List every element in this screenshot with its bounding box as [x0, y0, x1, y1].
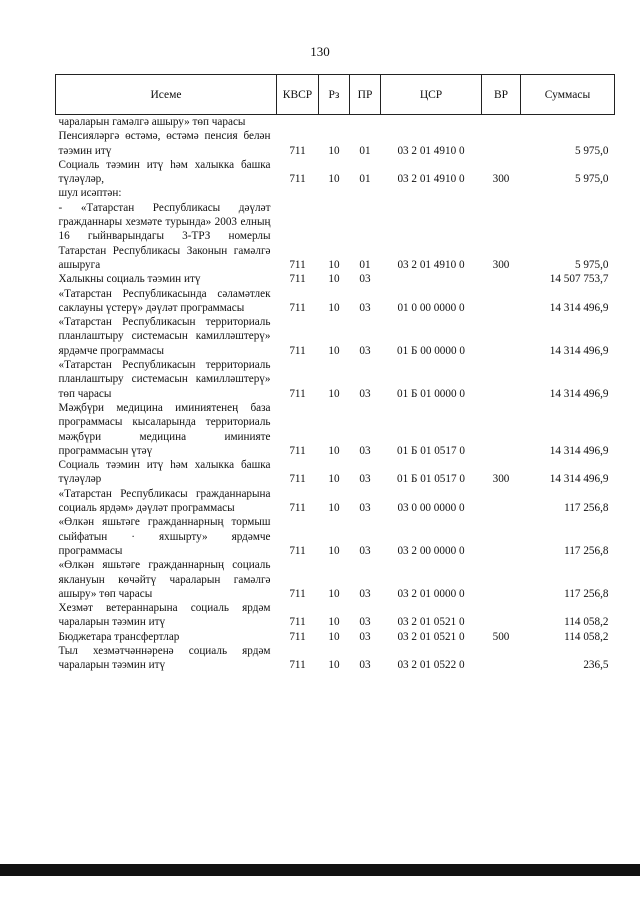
table-row — [56, 272, 615, 286]
cell-vr — [482, 272, 521, 286]
table-row — [56, 515, 615, 558]
cell-vr — [482, 129, 521, 158]
cell-rz — [319, 115, 350, 130]
table-row — [56, 558, 615, 601]
cell-csr: 03 2 01 4910 0 — [397, 258, 465, 271]
cell-name: Тыл хезмәтчәннәренә социаль ярдәм чараларын тәэмин итү — [58, 644, 271, 672]
cell-kvsr: 711 — [289, 344, 306, 357]
cell-name: «Татарстан Республикасын территориаль планлаштыру системасын камилләштерү» төп чарасы — [58, 359, 271, 400]
cell-csr: 03 2 01 0522 0 — [397, 659, 465, 672]
cell-kvsr — [277, 186, 319, 200]
cell-csr: 03 2 00 0000 0 — [397, 544, 465, 557]
cell-name: «Өлкән яшьтәге гражданнарның социаль яклануын көчәйтү чараларын гамәлгә ашыру» төп чарасы — [58, 559, 271, 600]
table-row — [56, 315, 615, 358]
cell-pr: 03 — [359, 659, 371, 672]
cell-kvsr: 711 — [289, 387, 306, 400]
cell-rz — [319, 186, 350, 200]
cell-sum: 14 314 496,9 — [549, 473, 609, 486]
table-row — [56, 287, 615, 316]
cell-sum: 114 058,2 — [564, 616, 609, 629]
header-csr: ЦСР — [381, 75, 482, 115]
cell-csr: 01 Б 01 0000 0 — [397, 387, 465, 400]
cell-vr — [482, 115, 521, 130]
cell-sum: 114 058,2 — [564, 630, 609, 643]
cell-vr — [482, 315, 521, 358]
cell-vr — [482, 601, 521, 630]
cell-name: Бюджетара трансфертлар — [58, 630, 180, 643]
table-row — [56, 186, 615, 200]
table-row — [56, 601, 615, 630]
cell-csr: 03 2 01 4910 0 — [397, 144, 465, 157]
cell-rz: 10 — [328, 544, 340, 557]
cell-pr: 03 — [359, 630, 371, 643]
cell-sum: 5 975,0 — [574, 258, 609, 271]
cell-sum: 14 507 753,7 — [549, 273, 609, 286]
scan-border-bar — [0, 864, 640, 876]
cell-name: - «Татарстан Республикасы дәүләт гражданнары хезмәте турында» 2003 елның 16 гыйнварындагы 3-ТРЗ номерлы Татарстан Республикасы Законын гамәлгә ашыруга — [58, 201, 271, 271]
cell-csr — [381, 115, 482, 130]
cell-pr: 03 — [359, 616, 371, 629]
cell-csr: 03 2 01 0000 0 — [397, 587, 465, 600]
cell-kvsr: 711 — [289, 616, 306, 629]
cell-csr: 03 2 01 4910 0 — [397, 173, 465, 186]
header-sum: Суммасы — [521, 75, 615, 115]
table-row — [56, 644, 615, 673]
cell-vr: 500 — [492, 630, 510, 643]
cell-name: Социаль тәэмин итү һәм халыкка башка түләүләр, — [58, 158, 271, 186]
cell-csr: 03 2 01 0521 0 — [397, 630, 465, 643]
cell-sum: 117 256,8 — [564, 502, 609, 515]
header-name: Исеме — [56, 75, 277, 115]
cell-kvsr: 711 — [289, 544, 306, 557]
cell-vr: 300 — [492, 258, 510, 271]
table-row — [56, 630, 615, 644]
cell-name: «Татарстан Республикасында сәламәтлек саклауны үстерү» дәүләт программасы — [58, 287, 271, 314]
cell-name: Социаль тәэмин итү һәм халыкка башка түләүләр — [58, 459, 271, 486]
cell-kvsr: 711 — [289, 502, 306, 515]
cell-vr — [482, 515, 521, 558]
cell-rz: 10 — [328, 301, 340, 314]
cell-name: Халыкны социаль тәэмин итү — [58, 273, 201, 286]
cell-rz: 10 — [328, 502, 340, 515]
cell-rz: 10 — [328, 173, 340, 186]
cell-csr: 03 2 01 0521 0 — [397, 616, 465, 629]
cell-pr: 03 — [359, 387, 371, 400]
cell-vr: 300 — [492, 473, 510, 486]
cell-pr: 03 — [359, 544, 371, 557]
table-row — [56, 401, 615, 458]
table-row — [56, 458, 615, 487]
cell-rz: 10 — [328, 387, 340, 400]
cell-rz: 10 — [328, 659, 340, 672]
table-row — [56, 158, 615, 187]
cell-vr: 300 — [492, 173, 510, 186]
cell-pr: 01 — [359, 144, 371, 157]
cell-pr: 03 — [359, 344, 371, 357]
cell-pr: 03 — [359, 273, 371, 286]
cell-vr — [482, 558, 521, 601]
cell-sum — [521, 115, 615, 130]
cell-csr: 01 0 00 0000 0 — [397, 301, 465, 314]
cell-kvsr: 711 — [289, 473, 306, 486]
cell-csr: 01 Б 01 0517 0 — [397, 473, 465, 486]
header-pr: ПР — [350, 75, 381, 115]
cell-name: Пенсияләргә өстәмә, өстәмә пенсия белән тәэмин итү — [58, 130, 271, 157]
cell-sum: 14 314 496,9 — [549, 387, 609, 400]
header-rz: Рз — [319, 75, 350, 115]
cell-rz: 10 — [328, 344, 340, 357]
cell-name: Хезмәт ветераннарына социаль ярдәм чараларын тәэмин итү — [58, 602, 271, 629]
cell-vr — [482, 186, 521, 200]
cell-rz: 10 — [328, 616, 340, 629]
cell-name: чараларын гамәлгә ашыру» төп чарасы — [58, 116, 246, 128]
cell-sum: 5 975,0 — [574, 144, 609, 157]
cell-kvsr: 711 — [289, 258, 306, 271]
cell-sum: 117 256,8 — [564, 587, 609, 600]
cell-kvsr: 711 — [289, 630, 306, 643]
table-row — [56, 129, 615, 158]
cell-rz: 10 — [328, 258, 340, 271]
cell-csr: 01 Б 01 0517 0 — [397, 444, 465, 457]
cell-kvsr: 711 — [289, 659, 306, 672]
cell-vr — [482, 401, 521, 458]
cell-kvsr: 711 — [289, 444, 306, 457]
cell-kvsr: 711 — [289, 273, 306, 286]
cell-csr: 01 Б 00 0000 0 — [397, 344, 465, 357]
cell-pr: 03 — [359, 444, 371, 457]
cell-sum: 14 314 496,9 — [549, 444, 609, 457]
cell-csr — [381, 272, 482, 286]
cell-pr: 03 — [359, 301, 371, 314]
table-header-row — [56, 75, 615, 115]
header-kvsr: КВСР — [277, 75, 319, 115]
cell-name: шул исәптән: — [58, 187, 122, 200]
cell-pr: 03 — [359, 473, 371, 486]
table-row — [56, 201, 615, 272]
page-number: 130 — [310, 44, 330, 59]
cell-pr — [350, 186, 381, 200]
cell-rz: 10 — [328, 630, 340, 643]
table-row — [56, 358, 615, 401]
cell-rz: 10 — [328, 587, 340, 600]
cell-rz: 10 — [328, 473, 340, 486]
cell-vr — [482, 287, 521, 316]
cell-kvsr: 711 — [289, 173, 306, 186]
cell-rz: 10 — [328, 273, 340, 286]
cell-sum: 5 975,0 — [574, 173, 609, 186]
table-row — [56, 487, 615, 516]
cell-name: «Татарстан Республикасын территориаль планлаштыру системасын камилләштерү» ярдәмче программасы — [58, 316, 271, 357]
cell-vr — [482, 487, 521, 516]
cell-kvsr — [277, 115, 319, 130]
cell-pr: 01 — [359, 173, 371, 186]
cell-pr: 01 — [359, 258, 371, 271]
cell-vr — [482, 358, 521, 401]
cell-csr: 03 0 00 0000 0 — [397, 502, 465, 515]
budget-table — [55, 74, 615, 673]
table-row — [56, 115, 615, 130]
cell-sum: 14 314 496,9 — [549, 344, 609, 357]
cell-kvsr: 711 — [289, 301, 306, 314]
cell-pr: 03 — [359, 587, 371, 600]
cell-sum: 236,5 — [583, 659, 609, 672]
cell-sum — [521, 186, 615, 200]
cell-pr: 03 — [359, 502, 371, 515]
cell-rz: 10 — [328, 144, 340, 157]
header-vr: ВР — [482, 75, 521, 115]
cell-name: «Татарстан Республикасы гражданнарына социаль ярдәм» дәүләт программасы — [58, 487, 271, 515]
cell-sum: 14 314 496,9 — [549, 301, 609, 314]
cell-name: Мәҗбүри медицина иминиятенең база программасы кысаларында территориаль мәҗбүри медицина иминияте программасын үтәү — [58, 401, 271, 457]
cell-kvsr: 711 — [289, 144, 306, 157]
cell-pr — [350, 115, 381, 130]
cell-sum: 117 256,8 — [564, 544, 609, 557]
cell-kvsr: 711 — [289, 587, 306, 600]
cell-vr — [482, 644, 521, 673]
cell-csr — [381, 186, 482, 200]
cell-rz: 10 — [328, 444, 340, 457]
cell-name: «Өлкән яшьтәге гражданнарның тормыш сыйфатын · яхшырту» ярдәмче программасы — [58, 516, 271, 557]
